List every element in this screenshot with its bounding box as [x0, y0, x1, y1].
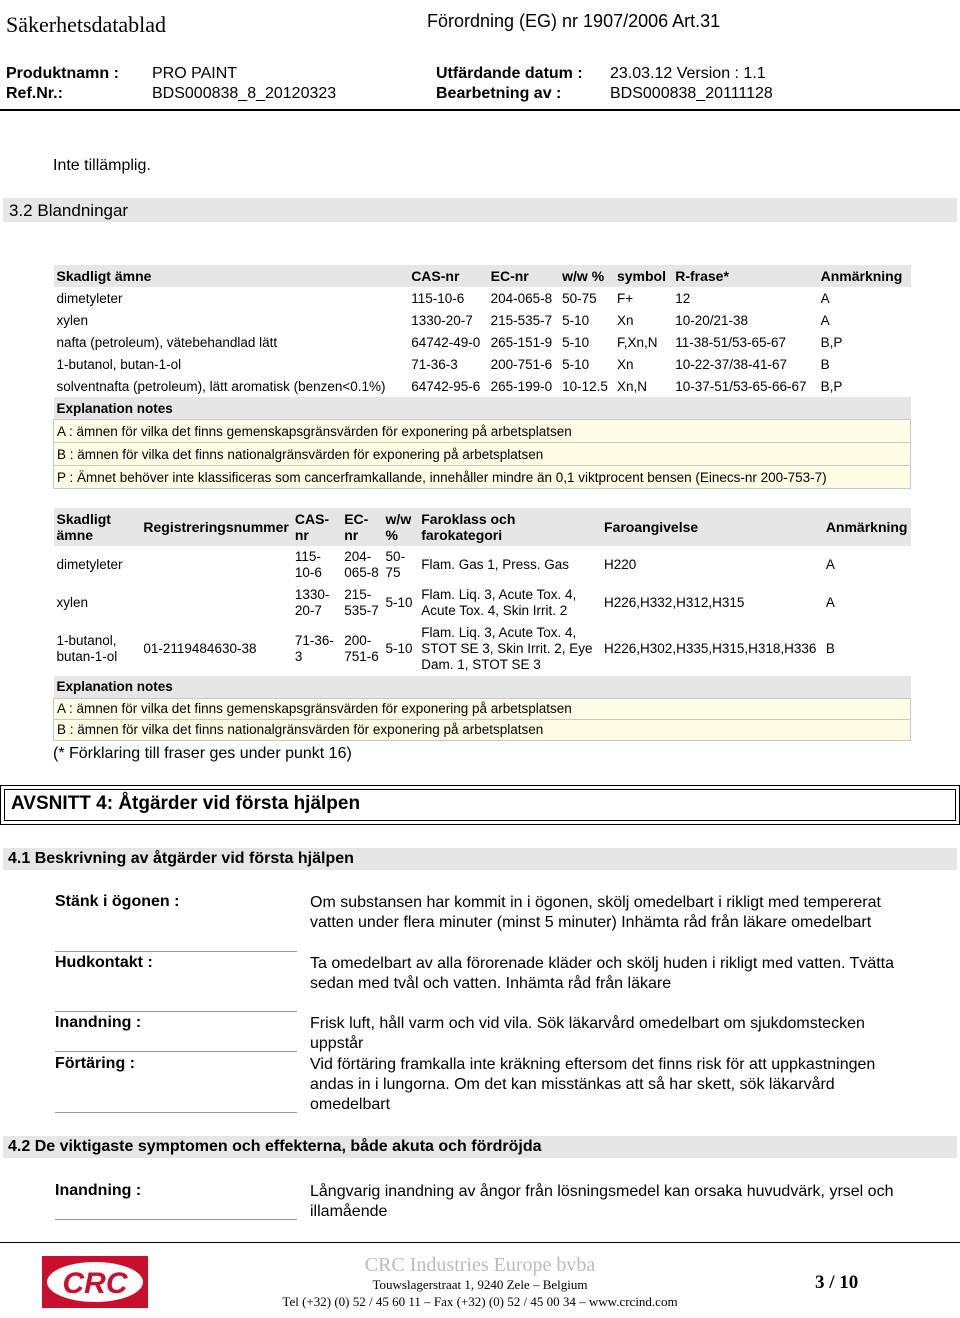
header-divider [0, 109, 960, 111]
table-row [54, 331, 911, 353]
table-cell: 10-20/21-38 [675, 312, 749, 328]
table-cell: 200-751-6 [344, 633, 379, 664]
table-row [54, 622, 911, 676]
subsection-4-2-title: 4.2 De viktigaste symptomen och effekterna, både akuta och fördröjda [8, 1138, 542, 1155]
explanation-row [54, 397, 911, 420]
table-cell: 01-2119484630-38 [143, 641, 257, 656]
table-cell [140, 546, 291, 584]
product-label: Produktnamn : [6, 65, 119, 82]
table-cell: B [820, 356, 830, 372]
note-row [54, 699, 911, 720]
page-number: 3 / 10 [815, 1272, 859, 1293]
label-divider [55, 1112, 297, 1113]
edit-label: Bearbetning av : [436, 85, 562, 102]
label-divider [55, 1011, 297, 1012]
table-cell: H226,H332,H312,H315 [604, 595, 745, 610]
table-cell: 71-36-3 [294, 633, 334, 664]
table-cell: 10-22-37/38-41-67 [675, 356, 788, 372]
skin-contact-label: Hudkontakt : [55, 954, 153, 971]
table-row [54, 546, 911, 584]
col-header: Skadligt ämne [54, 265, 409, 287]
note-b: B : ämnen för vilka det finns nationalgränsvärden för exponering på arbetsplatsen [54, 443, 911, 466]
subsection-4-1 [3, 848, 957, 870]
table-cell: xylen [56, 312, 89, 328]
logo-text: CRC [62, 1267, 128, 1300]
product-value: PRO PAINT [152, 65, 238, 82]
note-p: P : Ämnet behöver inte klassificeras som cancerframkallande, innehåller mindre än 0,1 viktprocent bensen (Einecs-nr 200-753-7) [54, 466, 911, 489]
table-cell: 115-10-6 [411, 290, 465, 306]
col-header: Faroklass och farokategori [418, 508, 601, 546]
table-cell: F+ [616, 290, 634, 306]
table-row [54, 309, 911, 331]
table-header-row [54, 265, 911, 287]
regulation: Förordning (EG) nr 1907/2006 Art.31 [427, 11, 721, 31]
classification-table [53, 508, 911, 741]
col-header: w/w % [383, 508, 419, 546]
note-a: A : ämnen för vilka det finns gemenskapsgränsvärden för exponering på arbetsplatsen [54, 420, 911, 443]
table-cell: 265-199-0 [490, 378, 553, 394]
explanation-row [54, 676, 911, 699]
section-3-2-heading [3, 198, 957, 222]
skin-contact-text: Ta omedelbart av alla förorenade kläder och skölj huden i rikligt med vatten. Tvätta sedan med tvål och vatten. Inhämta råd från läkare [310, 955, 895, 992]
col-header: Registreringsnummer [140, 508, 291, 546]
table-cell: Flam. Liq. 3, Acute Tox. 4, Acute Tox. 4, Skin Irrit. 2 [421, 587, 577, 618]
table-cell: 215-535-7 [344, 587, 379, 618]
table-cell: solventnafta (petroleum), lätt aromatisk (benzen<0.1%) [56, 378, 386, 394]
company-address: Touwslagerstraat 1, 9240 Zele – Belgium [372, 1277, 588, 1292]
substances-table [53, 265, 911, 489]
col-header: R-frase* [672, 265, 817, 287]
explanation-heading: Explanation notes [54, 676, 911, 699]
col-header: Faroangivelse [601, 508, 823, 546]
table-cell: 1-butanol, butan-1-ol [56, 633, 118, 664]
label-divider [55, 1051, 297, 1052]
table-row [54, 584, 911, 622]
ingestion-label: Förtäring : [55, 1055, 135, 1072]
table-cell: B,P [820, 378, 843, 394]
table-cell [140, 584, 291, 622]
table-cell: dimetyleter [56, 290, 123, 306]
not-applicable-text: Inte tillämplig. [53, 157, 151, 174]
col-header: EC-nr [341, 508, 382, 546]
table-row [54, 353, 911, 375]
table-cell: 50-75 [385, 549, 406, 580]
edit-value: BDS000838_20111128 [610, 85, 773, 102]
table-cell: H226,H302,H335,H315,H318,H336 [604, 641, 817, 656]
section-4-heading [0, 785, 960, 825]
table-cell: 265-151-9 [490, 334, 553, 350]
note-row [54, 720, 911, 741]
inhalation-label: Inandning : [55, 1014, 142, 1031]
table-header-row [54, 508, 911, 546]
col-header: CAS-nr [408, 265, 487, 287]
col-header: EC-nr [488, 265, 560, 287]
section-3-2-title: 3.2 Blandningar [9, 201, 129, 220]
table-cell: 200-751-6 [490, 356, 553, 372]
explanation-heading: Explanation notes [54, 397, 911, 420]
table-cell: 50-75 [562, 290, 597, 306]
table-cell: 115-10-6 [294, 549, 322, 580]
table-cell: B,P [820, 334, 843, 350]
ref-value: BDS000838_8_20120323 [152, 85, 337, 102]
table-cell: H220 [604, 557, 637, 572]
table-cell: 71-36-3 [411, 356, 458, 372]
table-cell: Flam. Gas 1, Press. Gas [421, 557, 570, 572]
table-cell: dimetyleter [56, 557, 123, 572]
table-cell: 1330-20-7 [294, 587, 330, 618]
label-divider [55, 1219, 297, 1220]
table-cell: Xn [616, 356, 634, 372]
col-header: Anmärkning [818, 265, 911, 287]
table-cell: B [825, 641, 835, 656]
subsection-4-2 [3, 1136, 957, 1158]
label-divider [55, 951, 297, 952]
table-cell: 5-10 [562, 356, 590, 372]
table-cell: 204-065-8 [490, 290, 553, 306]
symptom-inhalation-label: Inandning : [55, 1182, 142, 1199]
table-cell: nafta (petroleum), vätebehandlad lätt [56, 334, 278, 350]
table-cell: 5-10 [562, 334, 590, 350]
footer-divider [0, 1242, 960, 1243]
table-cell: Flam. Liq. 3, Acute Tox. 4, STOT SE 3, Skin Irrit. 2, Eye Dam. 1, STOT SE 3 [421, 625, 593, 672]
table-cell: 5-10 [562, 312, 590, 328]
col-header: CAS-nr [292, 508, 341, 546]
table-cell: F,Xn,N [616, 334, 658, 350]
table-cell: 215-535-7 [490, 312, 553, 328]
table-cell: Xn [616, 312, 634, 328]
table-cell: A [825, 595, 835, 610]
ingestion-text: Vid förtäring framkalla inte kräkning eftersom det finns risk för att uppkastningen andas in i lungorna. Om det kan misstänkas att så har skett, sök läkarvård omedelbart [310, 1056, 876, 1113]
section-4-title: AVSNITT 4: Åtgärder vid första hjälpen [11, 793, 361, 814]
table-cell: 10-37-51/53-65-66-67 [675, 378, 807, 394]
table-cell: 204-065-8 [344, 549, 379, 580]
issue-date-label: Utfärdande datum : [436, 65, 583, 82]
eye-contact-label: Stänk i ögonen : [55, 893, 180, 910]
table-cell: 1330-20-7 [411, 312, 473, 328]
note-row [54, 420, 911, 443]
ref-label: Ref.Nr.: [6, 85, 63, 102]
table-cell: A [820, 290, 830, 306]
table-cell: xylen [56, 595, 89, 610]
table-row [54, 375, 911, 397]
table-cell: 1-butanol, butan-1-ol [56, 356, 182, 372]
subsection-4-1-title: 4.1 Beskrivning av åtgärder vid första hjälpen [8, 850, 354, 867]
table-cell: A [820, 312, 830, 328]
col-header: w/w % [559, 265, 614, 287]
table-cell: 12 [675, 290, 691, 306]
col-header: Anmärkning [823, 508, 911, 546]
table-cell: A [825, 557, 835, 572]
table-cell: 5-10 [385, 641, 413, 656]
company-name: CRC Industries Europe bvba [364, 1254, 596, 1276]
symptom-inhalation-text: Långvarig inandning av ångor från lösningsmedel kan orsaka huvudvärk, yrsel och illamående [310, 1183, 894, 1220]
note-row [54, 466, 911, 489]
r-phrase-note: (* Förklaring till fraser ges under punkt 16) [53, 745, 352, 762]
table-cell: 64742-95-6 [411, 378, 481, 394]
eye-contact-text: Om substansen har kommit in i ögonen, skölj omedelbart i rikligt med tempererat vatten under flera minuter (minst 5 minuter) Inhämta råd från läkare omedelbart [310, 894, 881, 931]
col-header: Skadligt ämne [54, 508, 141, 546]
table-cell: 10-12.5 [562, 378, 608, 394]
note-b: B : ämnen för vilka det finns nationalgränsvärden för exponering på arbetsplatsen [54, 720, 911, 741]
table-cell: 64742-49-0 [411, 334, 481, 350]
note-a: A : ämnen för vilka det finns gemenskapsgränsvärden för exponering på arbetsplatsen [54, 699, 911, 720]
note-row [54, 443, 911, 466]
issue-date-value: 23.03.12 Version : 1.1 [610, 65, 766, 82]
col-header: symbol [614, 265, 672, 287]
company-contact: Tel (+32) (0) 52 / 45 60 11 – Fax (+32) (0) 52 / 45 00 34 – www.crcind.com [282, 1294, 678, 1309]
table-cell: Xn,N [616, 378, 647, 394]
table-row [54, 287, 911, 309]
document-title: Säkerhetsdatablad [6, 12, 167, 37]
table-cell: 11-38-51/53-65-67 [675, 334, 787, 350]
inhalation-text: Frisk luft, håll varm och vid vila. Sök läkarvård omedelbart om sjukdomstecken uppstår [310, 1015, 865, 1052]
table-cell: 5-10 [385, 595, 413, 610]
